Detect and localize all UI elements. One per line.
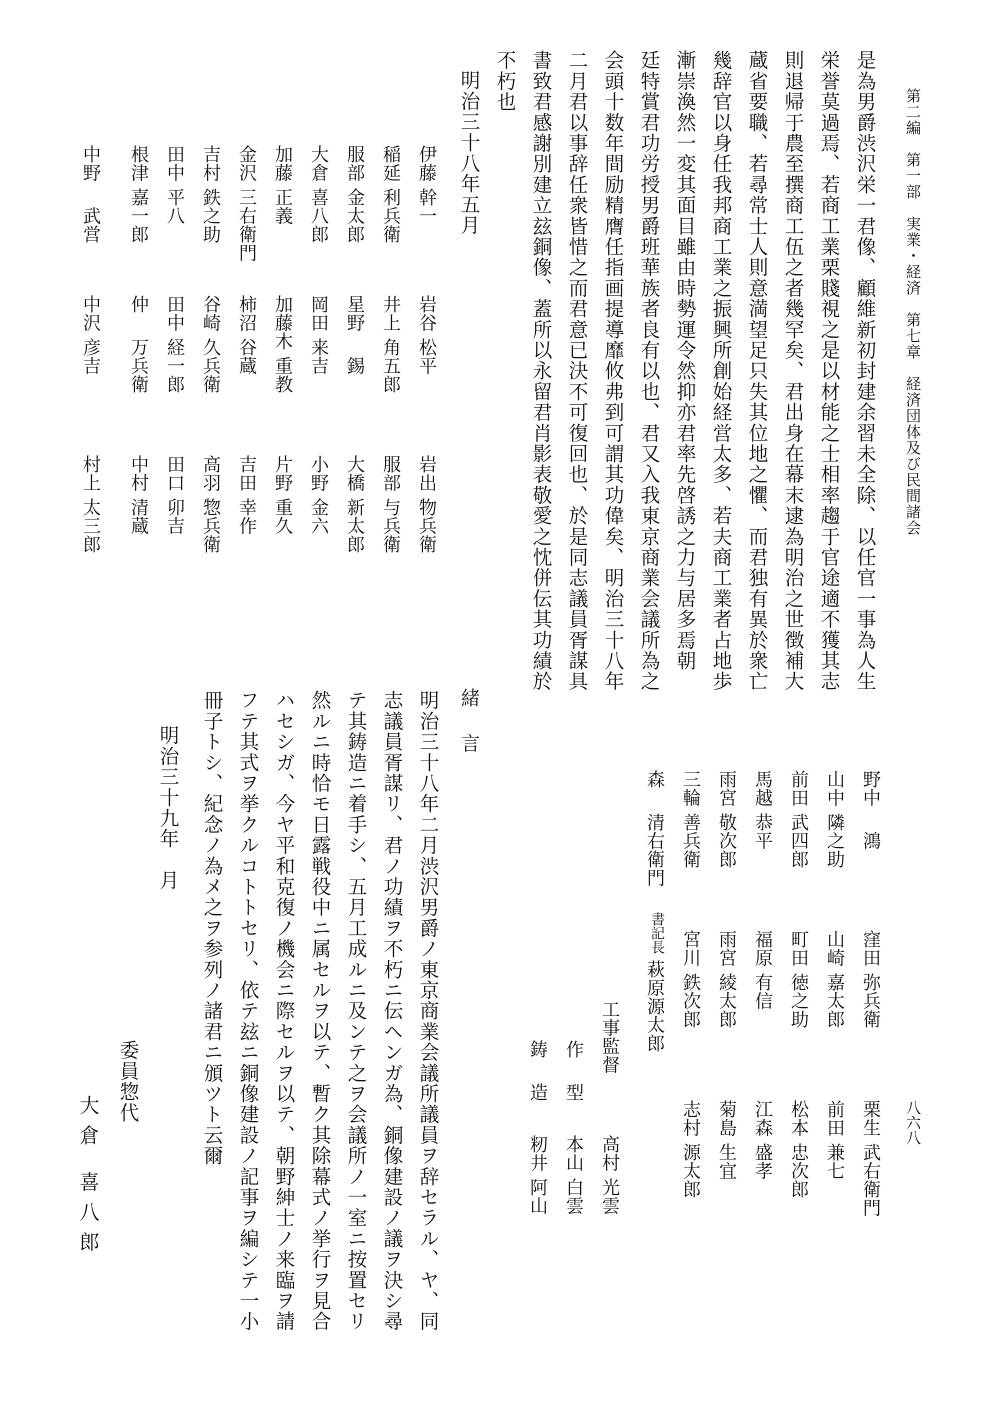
preface-line: フテ其式ヲ挙クルコトトセリ、依テ玆ニ銅像建設ノ記事ヲ編シテ一小 bbox=[236, 690, 260, 1332]
preface-line: テ其鋳造ニ着手シ、五月工成ルニ及ンテ之ヲ会議所ノ一室ニ按置セリ bbox=[344, 690, 368, 1332]
member-name: 片野 重久 bbox=[272, 455, 293, 536]
inscription-line: 会頭十数年間励精膺任指画提導靡攸弗到可謂其功偉矣、明治三十八年 bbox=[601, 50, 625, 692]
member-name: 菊島 生宜 bbox=[716, 1100, 737, 1181]
member-name: 前田 兼七 bbox=[824, 1100, 845, 1181]
member-name: 小野 金六 bbox=[308, 455, 329, 536]
member-name: 栗生 武右衛門 bbox=[860, 1100, 881, 1218]
inscription-line: 幾辞官以身任我邦商工業之振興所創始経営太多、若夫商工業者占地歩 bbox=[709, 50, 733, 692]
member-name: 前田 武四郎 bbox=[788, 770, 809, 869]
member-name: 宮川 鉄次郎 bbox=[680, 930, 701, 1029]
staff-name: 高村 光雲 bbox=[599, 1135, 620, 1216]
inscription-line: 則退帰于農至撰商工伍之者幾罕矣、君出身在幕末逮為明治之世徴補大 bbox=[781, 50, 805, 692]
preface-line: 志議員胥謀リ、君ノ功績ヲ不朽ニ伝ヘンガ為、銅像建設ノ議ヲ決シ尋 bbox=[380, 690, 404, 1332]
member-name: 三輪 善兵衛 bbox=[680, 770, 701, 869]
inscription-line: 書致君感謝別建立玆銅像、蓋所以永留君肖影表敬愛之忱併伝其功績於 bbox=[529, 50, 553, 692]
member-name: 田中 経一郎 bbox=[164, 295, 185, 394]
preface-line: ハセシガ、今ヤ平和克復ノ機会ニ際セルヲ以テ、朝野紳士ノ来臨ヲ請 bbox=[272, 690, 296, 1332]
inscription-line: 栄誉莫過焉、若商工業栗賤視之是以材能之士相率趨于官途適不獲其志 bbox=[817, 50, 841, 692]
preface-line: 然ルニ時恰モ日露戦役中ニ属セルヲ以テ、暫ク其除幕式ノ挙行ヲ見合 bbox=[308, 690, 332, 1332]
member-name: 谷崎 久兵衛 bbox=[200, 295, 221, 394]
member-name: 岡田 来吉 bbox=[308, 295, 329, 376]
signatory-name: 大倉 喜八郎 bbox=[76, 1095, 100, 1262]
member-name: 根津 嘉一郎 bbox=[128, 145, 149, 244]
staff-role: 工事監督 bbox=[599, 1000, 620, 1074]
member-name: 田口 卯吉 bbox=[164, 455, 185, 536]
member-name: 山中 隣之助 bbox=[824, 770, 845, 869]
member-name: 中野 武営 bbox=[80, 145, 101, 244]
preface-title: 緒 言 bbox=[458, 688, 480, 763]
member-name: 野中 鴻 bbox=[860, 770, 881, 851]
running-head: 第二編 第一部 実業・経済 第七章 経済団体及び民間諸会 bbox=[904, 88, 922, 536]
staff-name: 本山 白雲 bbox=[563, 1135, 584, 1216]
member-name: 中村 清蔵 bbox=[128, 455, 149, 536]
staff-role: 作 型 bbox=[563, 1040, 584, 1102]
member-name: 志村 源太郎 bbox=[680, 1100, 701, 1199]
member-name: 伊藤 幹一 bbox=[416, 145, 437, 226]
member-name: 高羽 惣兵衛 bbox=[200, 455, 221, 554]
member-name: 馬越 恭平 bbox=[752, 770, 773, 851]
member-name: 岩谷 松平 bbox=[416, 295, 437, 376]
secretary-title: 書記長 bbox=[649, 912, 665, 954]
page-number: 八六八 bbox=[904, 1100, 922, 1145]
inscription-line: 二月君以事辞任衆皆惜之而君意已決不可復回也、於是同志議員胥謀具 bbox=[565, 50, 589, 692]
inscription-line: 廷特賞君功労授男爵班華族者良有以也、君又入我東京商業会議所為之 bbox=[637, 50, 661, 692]
member-name: 吉田 幸作 bbox=[236, 455, 257, 536]
member-name: 村上 太三郎 bbox=[80, 455, 101, 554]
member-name: 江森 盛孝 bbox=[752, 1100, 773, 1181]
secretary-name: 萩原源太郎 bbox=[644, 960, 665, 1053]
staff-role: 鋳 造 bbox=[527, 1040, 548, 1102]
member-name: 雨宮 敬次郎 bbox=[716, 770, 737, 869]
member-name: 松本 忠次郎 bbox=[788, 1100, 809, 1199]
inscription-date: 明治三十八年五月 bbox=[457, 70, 481, 236]
member-name: 中沢 彦吉 bbox=[80, 295, 101, 376]
member-name: 吉村 鉄之助 bbox=[200, 145, 221, 244]
inscription-line: 蔵省要職、若尋常士人則意満望足只失其位地之懼、而君独有異於衆亡 bbox=[745, 50, 769, 692]
member-name: 加藤木 重教 bbox=[272, 295, 293, 394]
inscription-line: 是為男爵渋沢栄一君像、顧維新初封建余習未全除、以任官一事為人生 bbox=[853, 50, 877, 692]
member-name: 窪田 弥兵衛 bbox=[860, 930, 881, 1029]
member-name: 岩出 物兵衛 bbox=[416, 455, 437, 554]
member-name: 金沢 三右衛門 bbox=[236, 145, 257, 263]
signatory-title: 委員惣代 bbox=[116, 1040, 140, 1123]
member-name: 雨宮 綾太郎 bbox=[716, 930, 737, 1029]
member-name: 森 清右衛門 bbox=[644, 770, 665, 888]
member-name: 大倉 喜八郎 bbox=[308, 145, 329, 244]
preface-line: 明治三十八年二月渋沢男爵ノ東京商業会議所議員ヲ辞セラル、ヤ、同 bbox=[416, 690, 440, 1332]
member-name: 加藤 正義 bbox=[272, 145, 293, 226]
member-name: 仲 万兵衛 bbox=[128, 295, 149, 394]
member-name: 柿沼 谷蔵 bbox=[236, 295, 257, 376]
inscription-line: 不朽也 bbox=[493, 50, 517, 113]
member-name: 大橋 新太郎 bbox=[344, 455, 365, 554]
preface-line: 冊子トシ、紀念ノ為メ之ヲ参列ノ諸君ニ頒ツト云爾 bbox=[200, 690, 224, 1167]
member-name: 山崎 嘉太郎 bbox=[824, 930, 845, 1029]
member-name: 星野 錫 bbox=[344, 295, 365, 376]
staff-name: 籾井 阿山 bbox=[527, 1135, 548, 1216]
member-name: 稲延 利兵衛 bbox=[380, 145, 401, 244]
member-name: 服部 与兵衛 bbox=[380, 455, 401, 554]
member-name: 福原 有信 bbox=[752, 930, 773, 1011]
preface-date: 明治三十九年 月 bbox=[156, 725, 180, 891]
inscription-line: 漸崇渙然一変其面目雖由時勢運令然抑亦君率先啓誘之力与居多焉朝 bbox=[673, 50, 697, 671]
member-name: 井上 角五郎 bbox=[380, 295, 401, 394]
member-name: 服部 金太郎 bbox=[344, 145, 365, 244]
member-name: 田中 平八 bbox=[164, 145, 185, 226]
member-name: 町田 徳之助 bbox=[788, 930, 809, 1029]
